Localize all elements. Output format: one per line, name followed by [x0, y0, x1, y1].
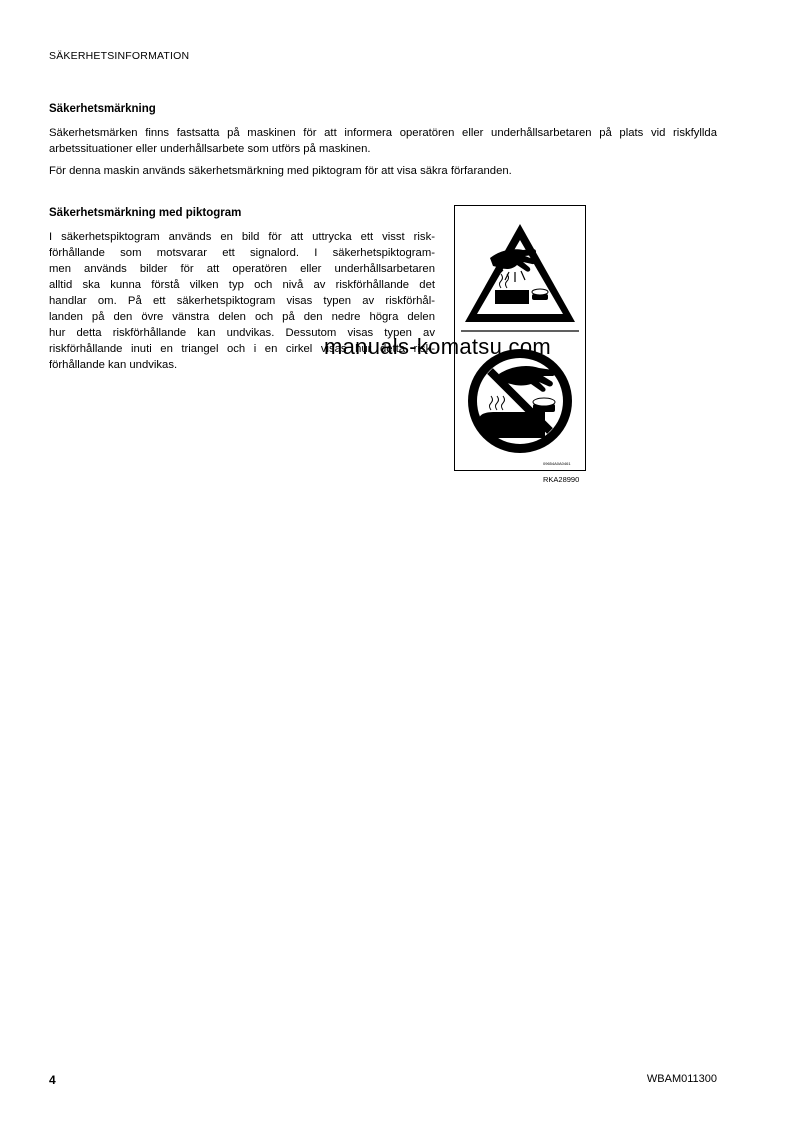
no-touch-hot-surface-prohibition-icon	[468, 349, 572, 453]
page-number: 4	[49, 1073, 56, 1087]
description-line: förhållande som motsvarar ett signalord. I säkerhetspiktogram-	[49, 247, 435, 259]
document-code: WBAM011300	[646, 1073, 717, 1085]
description-line: hur detta riskförhållande kan undvikas. Dessutom visas typen av	[49, 327, 435, 339]
description-line: förhållande kan undvikas.	[49, 359, 178, 371]
description-line: men används bilder för att operatören eller underhållsarbetaren	[49, 263, 435, 275]
section-header: SÄKERHETSINFORMATION	[49, 50, 190, 62]
hot-surface-warning-triangle-icon	[465, 224, 575, 322]
heading-safety-marking: Säkerhetsmärkning	[49, 103, 156, 115]
paragraph-pictogram-usage: För denna maskin används säkerhetsmärkning med piktogram för att visa säkra förfaranden.	[49, 165, 512, 177]
watermark-text: manuals-komatsu.com	[324, 334, 551, 359]
description-line: riskförhållande inuti en triangel och i en cirkel visas hur detta risk-	[49, 343, 435, 355]
description-line: handlar om. På ett säkerhetspiktogram visas typen av riskförhål-	[49, 295, 435, 307]
heading-pictogram-marking: Säkerhetsmärkning med piktogram	[49, 207, 242, 219]
description-line: alltid ska kunna förstå vilken typ och nivå av riskförhållande det	[49, 279, 435, 291]
figure-id: RKA28990	[543, 475, 580, 484]
figure-serial: 09654A0A0461	[543, 461, 571, 466]
paragraph-safety-marks: Säkerhetsmärken finns fastsatta på maskinen för att informera operatören eller underhållsarbetaren på plats vid riskfyllda arbetssituationer eller underhållsarbete som utförs på maskinen.	[49, 127, 717, 155]
description-line: landen på den övre vänstra delen och på den nedre högra delen	[49, 311, 435, 323]
description-line: I säkerhetspiktogram används en bild för att uttrycka ett visst risk-	[49, 231, 435, 243]
